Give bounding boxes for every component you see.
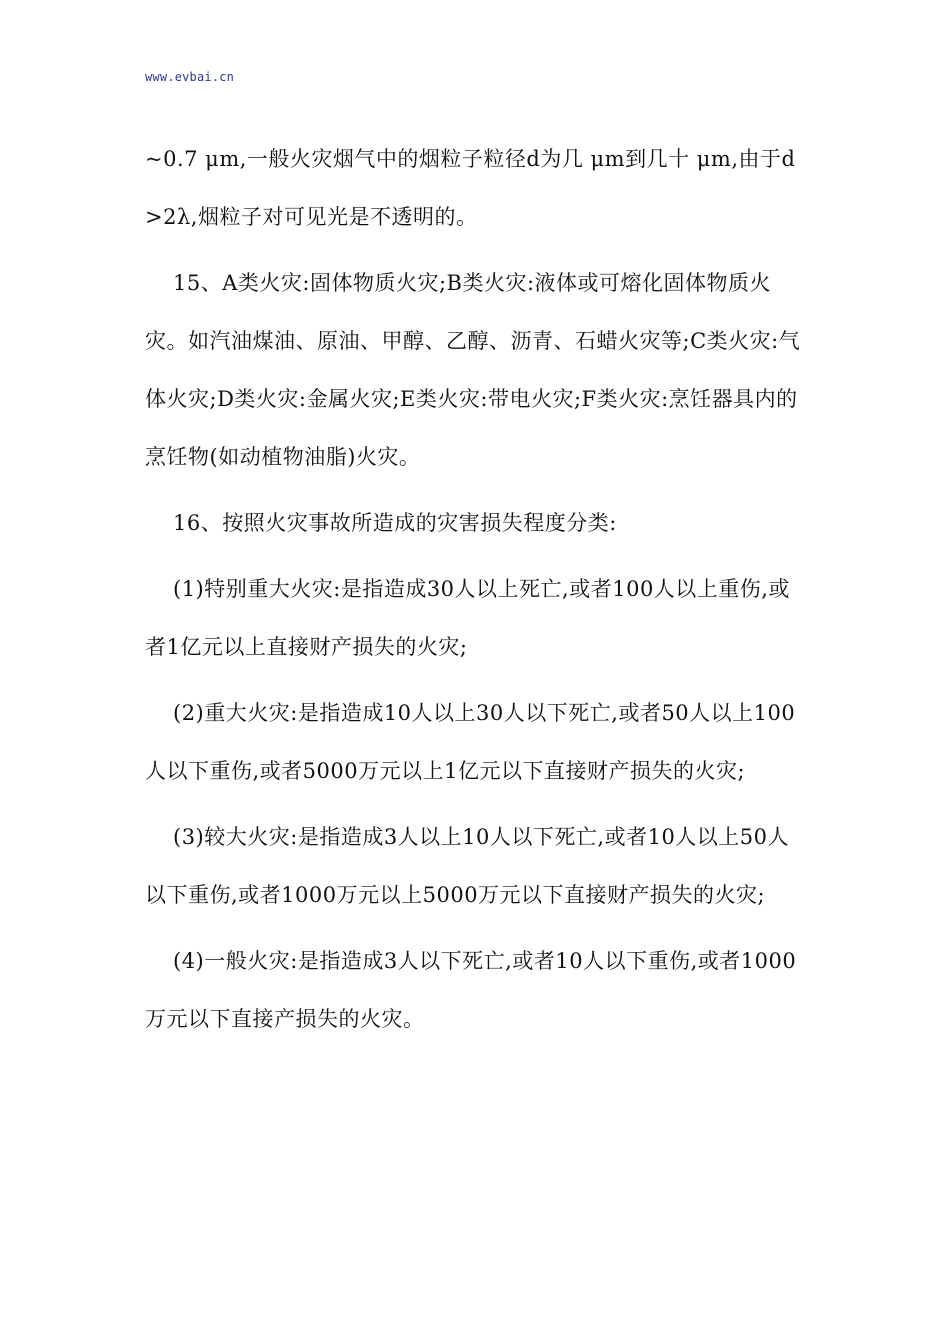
header-url: www.evbai.cn: [145, 70, 235, 84]
paragraph-major-fire: (2)重大火灾:是指造成10人以上30人以下死亡,或者50人以上100人以下重伤,或者5000万元以上1亿元以下直接财产损失的火灾;: [145, 701, 796, 783]
paragraph-larger-fire: (3)较大火灾:是指造成3人以上10人以下死亡,或者10人以上50人以下重伤,或者1000万元以上5000万元以下直接财产损失的火灾;: [145, 825, 790, 907]
paragraph-fire-classes: 15、A类火灾:固体物质火灾;B类火灾:液体或可熔化固体物质火灾。如汽油煤油、原油、甲醇、乙醇、沥青、石蜡火灾等;C类火灾:气体火灾;D类火灾:金属火灾;E类火灾:带电火灾;F类火灾:烹饪器具内的烹饪物(如动植物油脂)火灾。: [145, 271, 801, 469]
paragraph-general-fire: (4)一般火灾:是指造成3人以下死亡,或者10人以下重伤,或者1000万元以下直接产损失的火灾。: [145, 949, 797, 1031]
paragraph-loss-classification-heading: 16、按照火灾事故所造成的灾害损失程度分类:: [173, 511, 617, 535]
paragraph-especially-major-fire: (1)特别重大火灾:是指造成30人以上死亡,或者100人以上重伤,或者1亿元以上直接财产损失的火灾;: [145, 577, 790, 659]
document-body: [145, 130, 810, 1048]
paragraph-smoke-particles: ~0.7 μm,一般火灾烟气中的烟粒子粒径d为几 μm到几十 μm,由于d>2λ,烟粒子对可见光是不透明的。: [145, 147, 796, 229]
